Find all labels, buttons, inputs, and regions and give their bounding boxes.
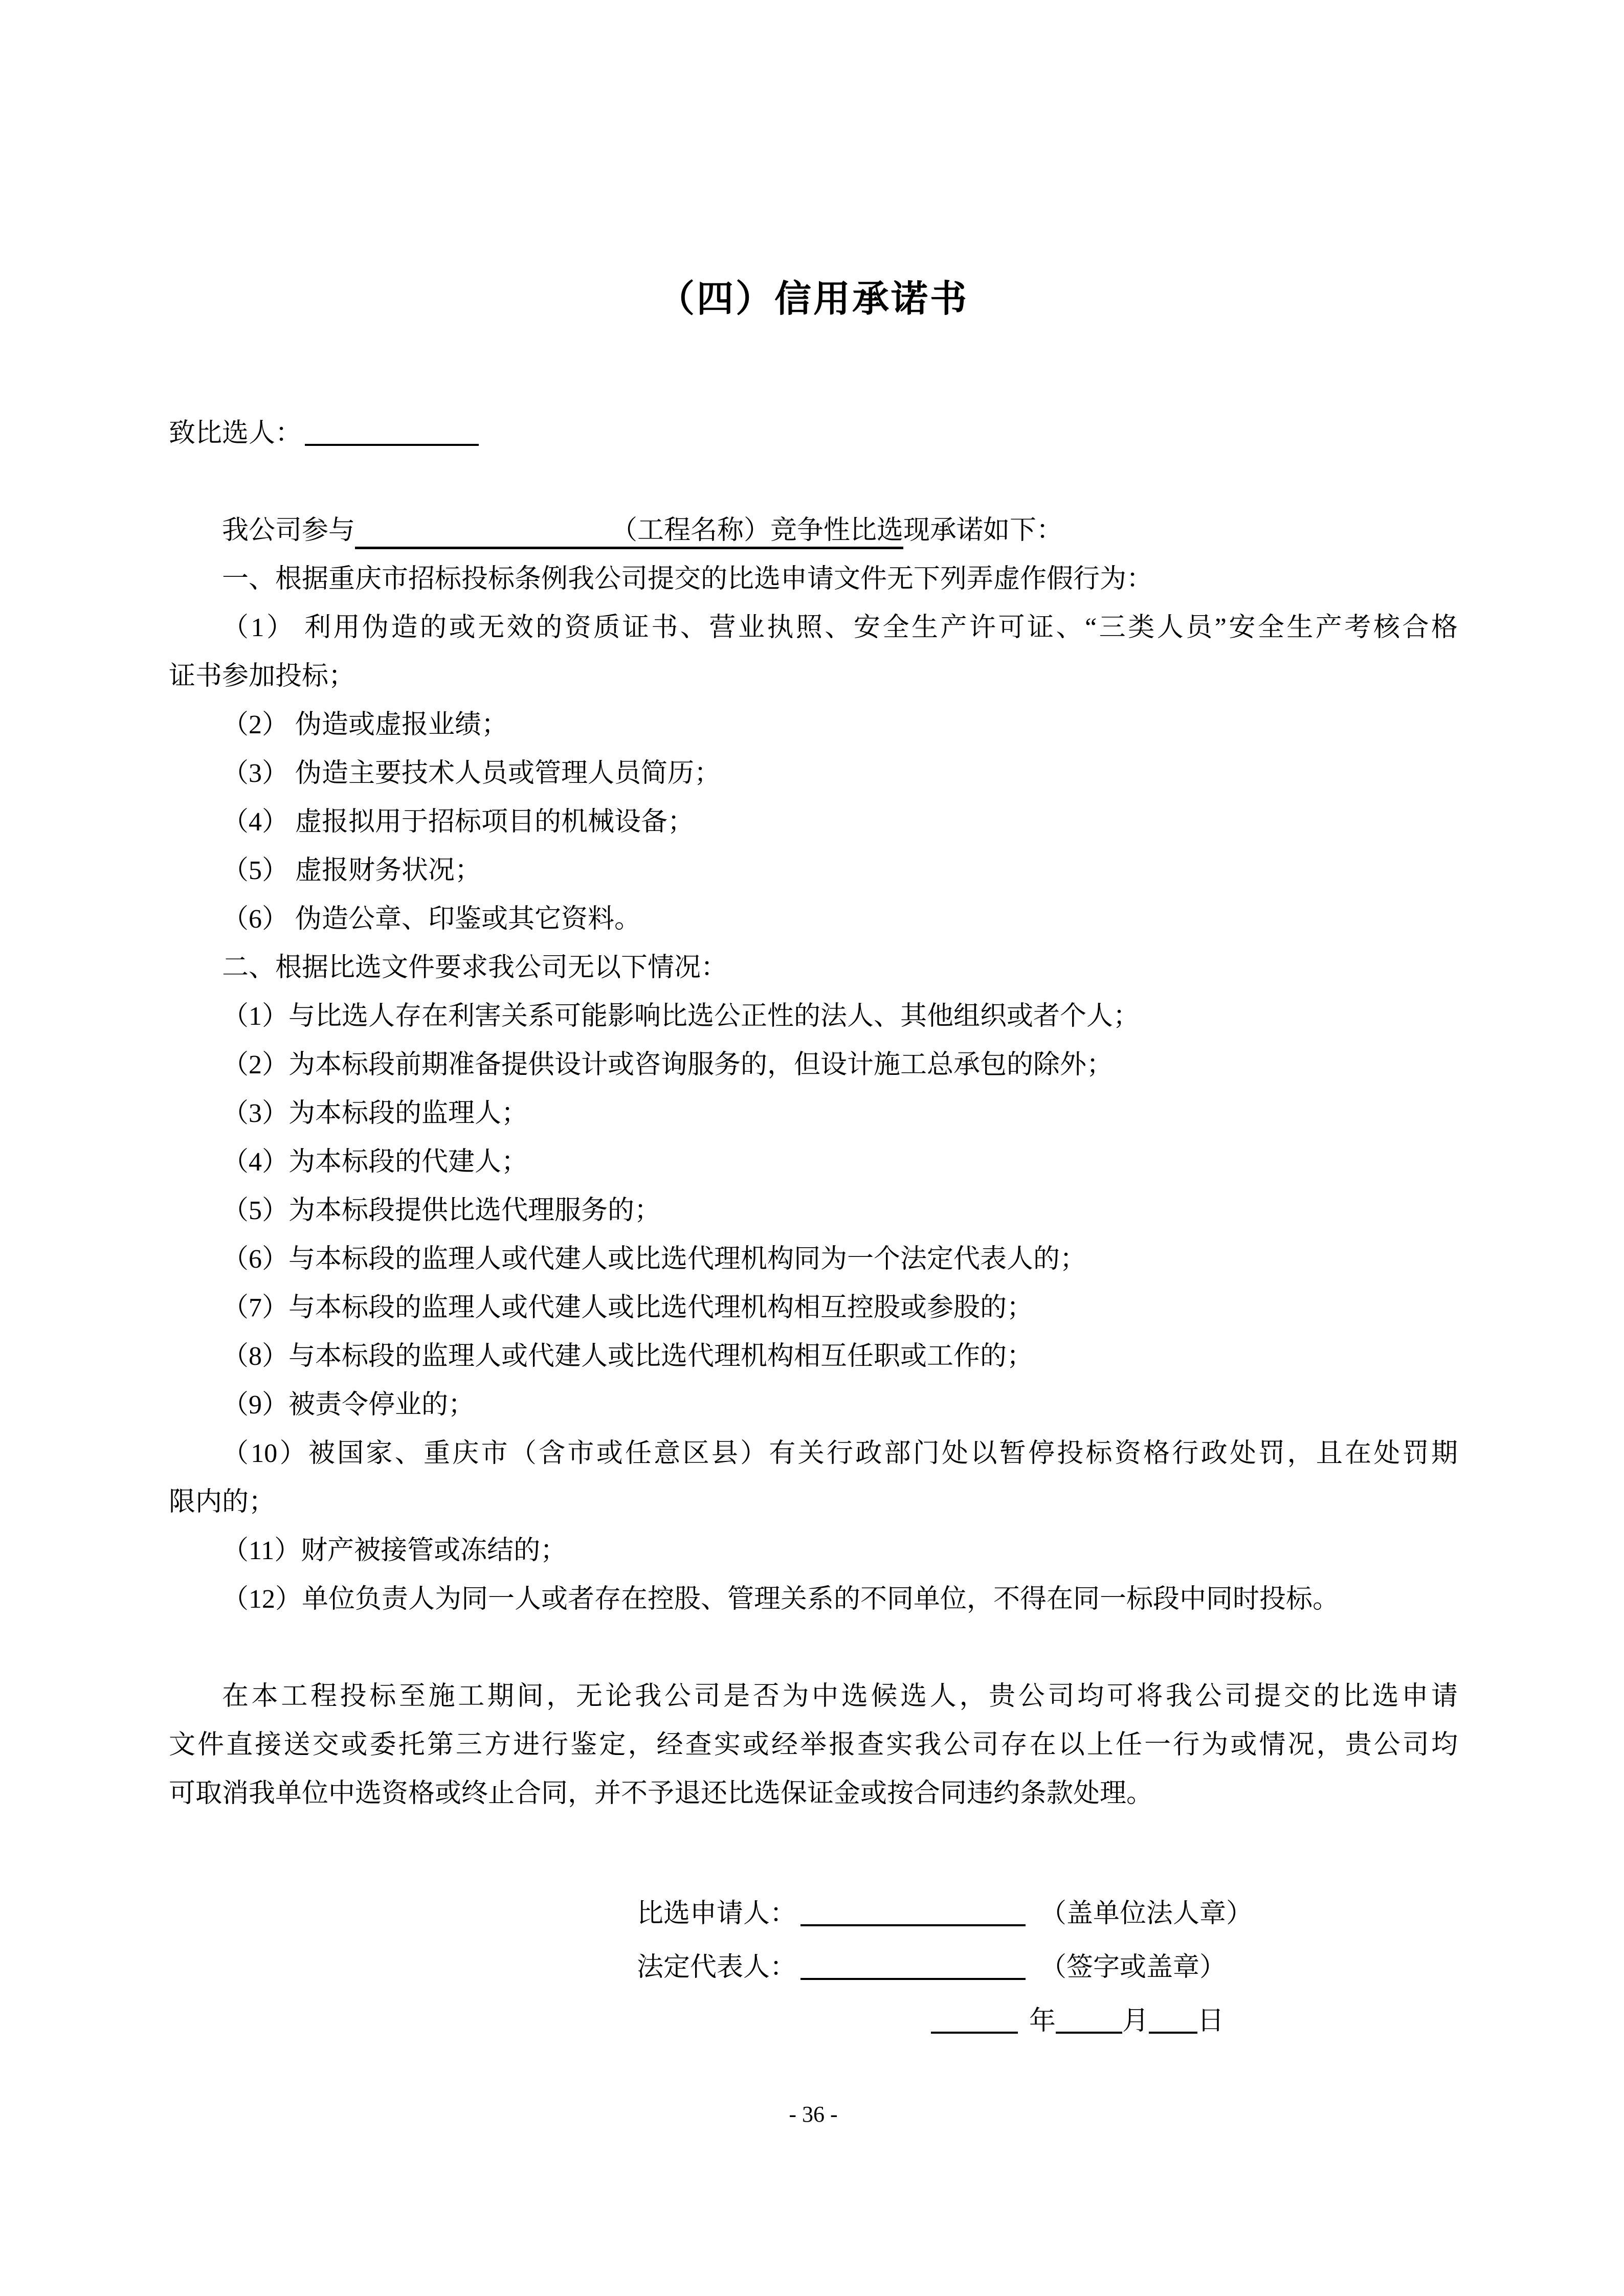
intro-underlined-text: （工程名称）竞争性比选 (611, 516, 904, 545)
clause-line: （10）被国家、重庆市（含市或任意区县）有关行政部门处以暂停投标资格行政处罚，且在处罚期 (222, 1439, 1458, 1468)
month-label: 月 (1122, 2007, 1149, 2036)
month-blank (1056, 2031, 1122, 2034)
clause-line: （5） 虚报财务状况； (222, 856, 482, 885)
intro-line (169, 506, 1458, 555)
closing-line: 在本工程投标至施工期间，无论我公司是否为中选候选人，贵公司均可将我公司提交的比选申请 (222, 1682, 1458, 1711)
legal-representative-row (637, 1941, 1458, 1994)
clause-line: （4） 虚报拟用于招标项目的机械设备； (222, 807, 695, 837)
legal-representative-name-blank (800, 1977, 1026, 1980)
clause-line: （3）为本标段的监理人； (222, 1099, 528, 1128)
day-label: 日 (1197, 2007, 1225, 2036)
section2-heading: 二、根据比选文件要求我公司无以下情况： (222, 953, 728, 982)
document-content (169, 271, 1458, 2130)
clause-line: （3） 伪造主要技术人员或管理人员简历； (222, 759, 721, 788)
clause-line: 限内的； (169, 1488, 276, 1517)
clause-line: （2）为本标段前期准备提供设计或咨询服务的，但设计施工总承包的除外； (222, 1050, 1114, 1079)
clause-line: （2） 伪造或虚报业绩； (222, 710, 508, 739)
intro-prefix: 我公司参与 (222, 516, 355, 545)
page-number: - 36 - (789, 2102, 838, 2127)
project-name-underlined-group (355, 516, 903, 549)
signature-block (169, 1887, 1458, 2048)
clause-line: （7）与本标段的监理人或代建人或比选代理机构相互控股或参股的； (222, 1293, 1034, 1322)
section1-heading: 一、根据重庆市招标投标条例我公司提交的比选申请文件无下列弄虚作假行为： (222, 565, 1153, 594)
clause-line: （4）为本标段的代建人； (222, 1147, 528, 1177)
year-label: 年 (1029, 2007, 1056, 2036)
closing-line: 文件直接送交或委托第三方进行鉴定，经查实或经举报查实我公司存在以上任一行为或情况，贵公司均 (169, 1730, 1458, 1760)
clause-line: （9）被责令停业的； (222, 1390, 475, 1420)
legal-representative-sign-note: （签字或盖章） (1040, 1953, 1227, 1982)
clause-line: 证书参加投标； (169, 662, 355, 691)
day-blank (1149, 2031, 1197, 2034)
salutation-line (169, 409, 1458, 458)
clause-line: （12）单位负责人为同一人或者存在控股、管理关系的不同单位，不得在同一标段中同时投标。 (222, 1585, 1340, 1614)
addressee-name-blank (305, 443, 479, 446)
date-row (931, 1994, 1458, 2048)
project-name-blank (355, 538, 611, 539)
clause-line: （6）与本标段的监理人或代建人或比选代理机构同为一个法定代表人的； (222, 1245, 1087, 1274)
closing-paragraph (169, 1672, 1458, 1818)
year-blank (931, 2031, 1018, 2034)
clause-line: （5）为本标段提供比选代理服务的； (222, 1196, 661, 1225)
clause-line: （8）与本标段的监理人或代建人或比选代理机构相互任职或工作的； (222, 1342, 1034, 1371)
applicant-signature-row (637, 1887, 1458, 1941)
clause-line: （6） 伪造公章、印鉴或其它资料。 (222, 905, 641, 934)
applicant-name-blank (800, 1924, 1026, 1926)
closing-line: 可取消我单位中选资格或终止合同，并不予退还比选保证金或按合同违约条款处理。 (169, 1779, 1153, 1808)
salutation-label: 致比选人： (169, 419, 302, 448)
legal-representative-label: 法定代表人： (637, 1953, 797, 1982)
applicant-label: 比选申请人： (637, 1899, 797, 1928)
applicant-seal-note: （盖单位法人章） (1040, 1899, 1253, 1928)
intro-suffix: 现承诺如下： (903, 516, 1063, 545)
clause-line: （11）财产被接管或冻结的； (222, 1536, 567, 1565)
clause-line: （1） 利用伪造的或无效的资质证书、营业执照、安全生产许可证、“三类人员”安全生产考核合格 (222, 613, 1458, 642)
page-title: （四）信用承诺书 (657, 279, 969, 320)
clause-line: （1）与比选人存在利害关系可能影响比选公正性的法人、其他组织或者个人； (222, 1002, 1140, 1031)
